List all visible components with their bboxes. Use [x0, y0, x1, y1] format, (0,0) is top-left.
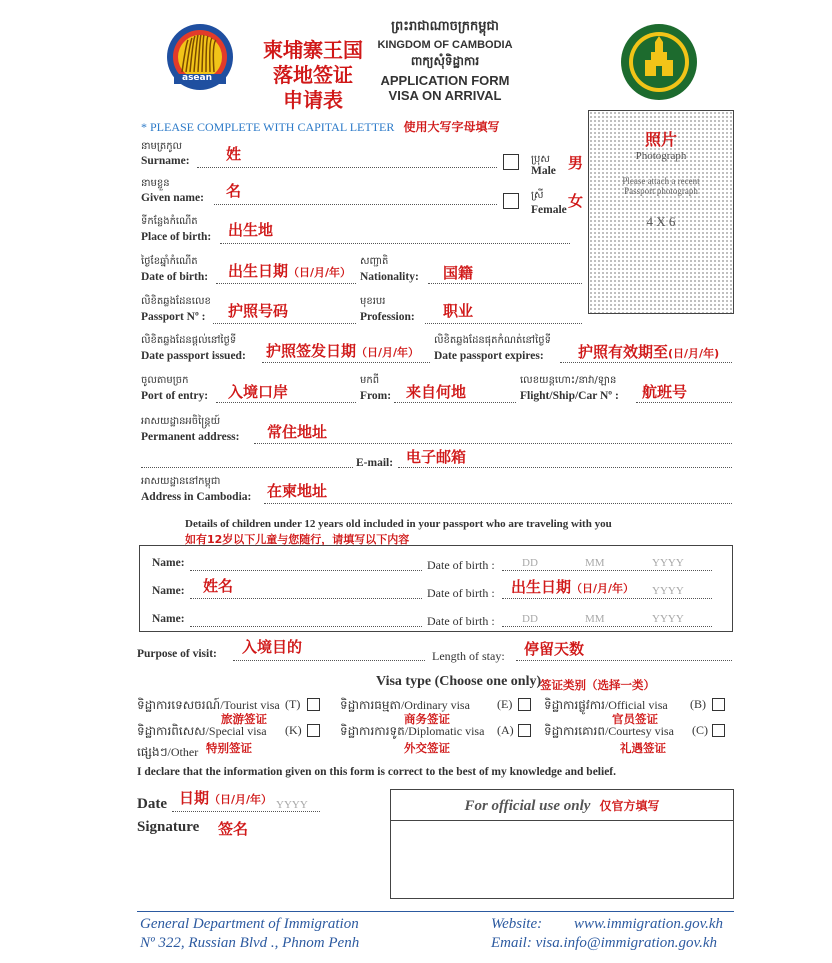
photo-box[interactable] — [588, 110, 734, 314]
child-1-dd: DD — [522, 557, 538, 569]
addr-kh: អាសយដ្ឋាននៅកម្ពុជា — [141, 476, 221, 487]
diplomatic-label: ទិដ្ឋាការការទូត/Diplomatic visa — [340, 724, 485, 738]
male-label: Male — [531, 165, 556, 177]
perm-cn: 常住地址 — [267, 423, 328, 441]
official-label: ទិដ្ឋាការផ្លូវការ/Official visa — [544, 698, 668, 712]
expires-cn — [578, 341, 719, 362]
immigration-seal — [619, 22, 699, 102]
flight-cn: 航班号 — [642, 383, 688, 401]
issued-label: Date passport issued: — [141, 350, 246, 362]
entry-label: Port of entry: — [141, 390, 209, 402]
visa-title: Visa type (Choose one only) — [376, 674, 542, 689]
child-1-name-input[interactable] — [190, 570, 422, 571]
date-yyyy: YYYY — [276, 799, 308, 811]
purpose-label: Purpose of visit: — [137, 648, 217, 660]
female-checkbox[interactable] — [503, 193, 519, 209]
issued-kh: លិខិតឆ្លងដែនផ្តល់នៅថ្ងៃទី — [141, 335, 237, 346]
male-kh: ប្រុស — [531, 154, 550, 165]
form-header — [370, 18, 520, 103]
stay-label: Length of stay: — [432, 649, 505, 663]
date-input[interactable] — [172, 811, 320, 812]
date-label: Date — [137, 796, 167, 812]
entry-input[interactable] — [216, 402, 356, 403]
child-2-name-label: Name: — [152, 585, 185, 597]
flight-input[interactable] — [636, 402, 732, 403]
official-use-header — [391, 790, 733, 821]
courtesy-checkbox[interactable] — [712, 724, 725, 737]
photo-cn: 照片 — [644, 130, 677, 149]
child-dob-cn-text: 出生日期 — [511, 578, 572, 596]
footer-email[interactable]: Email: visa.info@immigration.gov.kh — [491, 935, 717, 951]
official-checkbox[interactable] — [712, 698, 725, 711]
cn-title — [254, 38, 372, 113]
ordinary-cn: 商务签证 — [404, 712, 450, 726]
diplomatic-code: (A) — [497, 723, 514, 737]
given-kh: នាមខ្លួន — [141, 178, 170, 189]
pob-kh: ទីកន្លែងកំណើត — [141, 216, 198, 227]
addr-input[interactable] — [264, 503, 732, 504]
child-3-dd: DD — [522, 613, 538, 625]
dob-cn — [228, 260, 351, 281]
given-cn: 名 — [226, 182, 242, 200]
official-use-cn: 仅官方填写 — [599, 799, 660, 813]
child-3-mm: MM — [585, 613, 605, 625]
expires-input[interactable] — [560, 362, 732, 363]
stay-input[interactable] — [516, 660, 732, 661]
surname-label: Surname: — [141, 155, 190, 167]
signature-cn: 签名 — [218, 820, 249, 838]
courtesy-cn: 礼遇签证 — [620, 741, 666, 755]
nat-cn: 国籍 — [443, 264, 474, 282]
surname-kh: នាមត្រកូល — [141, 141, 183, 152]
issued-cn-text: 护照签发日期 — [266, 342, 357, 360]
children-title: Details of children under 12 years old included in your passport who are traveling with you — [185, 518, 612, 530]
child-2-dob-label: Date of birth : — [427, 586, 495, 600]
child-3-name-label: Name: — [152, 613, 185, 625]
capital-letter-instruction — [141, 116, 499, 135]
female-cn: 女 — [568, 192, 584, 210]
prof-label: Profession: — [360, 311, 415, 323]
given-input[interactable] — [214, 204, 497, 205]
courtesy-code: (C) — [692, 723, 708, 737]
tourist-checkbox[interactable] — [307, 698, 320, 711]
from-cn: 来自何地 — [406, 383, 467, 401]
flight-label: Flight/Ship/Car Nº : — [520, 390, 619, 402]
special-code: (K) — [285, 723, 302, 737]
child-3-yyyy: YYYY — [652, 613, 684, 625]
asean-logo — [160, 22, 240, 92]
child-1-yyyy: YYYY — [652, 557, 684, 569]
diplomatic-cn: 外交签证 — [404, 741, 450, 755]
footer-dept: General Department of Immigration — [140, 916, 359, 932]
other-label: ផ្សេងៗ/Other — [137, 745, 199, 759]
issued-cn — [266, 340, 419, 361]
kingdom-title: KINGDOM OF CAMBODIA — [377, 39, 513, 51]
other-cn: 特别签证 — [206, 741, 252, 755]
cn-title-line-3: 申请表 — [283, 88, 343, 112]
cn-title-line-1: 柬埔寨王国 — [263, 38, 363, 62]
dob-kh: ថ្ងៃខែឆ្នាំកំណើត — [141, 256, 198, 267]
perm-input-line-2[interactable] — [141, 467, 353, 468]
prof-cn: 职业 — [443, 302, 474, 320]
tourist-cn: 旅游签证 — [221, 712, 267, 726]
khmer-kingdom: ព្រះរាជាណាចក្រកម្ពុជា — [391, 19, 499, 34]
instruction-cn: 使用大写字母填写 — [403, 120, 500, 134]
perm-input[interactable] — [254, 443, 732, 444]
footer-address: Nº 322, Russian Blvd ., Phnom Penh — [140, 935, 360, 951]
photo-size: 4 X 6 — [646, 214, 676, 229]
asean-text: asean — [182, 73, 213, 83]
email-label: E-mail: — [356, 457, 394, 469]
issued-cn-fmt: （日/月/年） — [356, 346, 420, 359]
addr-cn: 在柬地址 — [267, 482, 328, 500]
surname-input[interactable] — [197, 167, 497, 168]
entry-cn: 入境口岸 — [228, 383, 289, 401]
child-dob-cn-fmt: （日/月/年） — [571, 582, 635, 595]
prof-input[interactable] — [425, 323, 582, 324]
perm-label: Permanent address: — [141, 431, 240, 443]
khmer-form: ពាក្យសុំទិដ្ឋាការ — [410, 54, 480, 68]
official-cn: 官员签证 — [612, 712, 658, 726]
pob-input[interactable] — [220, 243, 570, 244]
official-code: (B) — [690, 697, 706, 711]
special-label: ទិដ្ឋាការពិសេស/Special visa — [137, 724, 267, 738]
given-label: Given name: — [141, 192, 204, 204]
purpose-cn: 入境目的 — [242, 638, 303, 656]
child-3-dob-input[interactable] — [502, 626, 712, 627]
prof-kh: មុខរបរ — [360, 296, 386, 307]
passport-input[interactable] — [213, 323, 356, 324]
cn-title-line-2: 落地签证 — [273, 63, 353, 87]
email-cn: 电子邮箱 — [406, 448, 467, 466]
children-title-cn: 如有12岁以下儿童与您随行，请填写以下内容 — [185, 533, 410, 546]
purpose-input[interactable] — [233, 660, 425, 661]
tourist-code: (T) — [285, 697, 301, 711]
child-1-mm: MM — [585, 557, 605, 569]
child-2-yyyy: YYYY — [652, 585, 684, 597]
visa-title-cn: 签证类别（选择一类） — [540, 678, 655, 692]
nat-kh: សញ្ជាតិ — [360, 256, 389, 267]
instruction-text: * PLEASE COMPLETE WITH CAPITAL LETTER — [141, 120, 395, 134]
from-input[interactable] — [394, 402, 516, 403]
child-3-dob-label: Date of birth : — [427, 614, 495, 628]
female-label: Female — [531, 204, 567, 216]
expires-cn-text: 护照有效期至 — [578, 343, 669, 361]
expires-cn-fmt: (日/月/年) — [668, 347, 720, 360]
nat-input[interactable] — [428, 283, 582, 284]
passport-kh: លិខិតឆ្លងដែនលេខ — [141, 296, 211, 307]
dob-cn-fmt: （日/月/年） — [288, 266, 352, 279]
pob-label: Place of birth: — [141, 231, 212, 243]
ordinary-code: (E) — [497, 697, 513, 711]
child-dob-cn — [511, 576, 634, 597]
date-cn — [179, 787, 272, 808]
expires-kh: លិខិតឆ្លងដែនផុតកំណត់នៅថ្ងៃទី — [434, 335, 551, 346]
photo-label: Photograph — [635, 150, 687, 162]
form-subtitle: VISA ON ARRIVAL — [388, 88, 502, 103]
child-3-name-input[interactable] — [190, 626, 422, 627]
photo-note-2: Passport photograph — [624, 186, 698, 196]
passport-cn: 护照号码 — [228, 302, 289, 320]
addr-label: Address in Cambodia: — [141, 491, 252, 503]
tourist-label: ទិដ្ឋាការទេសចរណ៍/Tourist visa — [137, 698, 280, 712]
child-1-dob-label: Date of birth : — [427, 558, 495, 572]
dob-input[interactable] — [216, 283, 356, 284]
date-cn-text: 日期 — [179, 789, 210, 807]
entry-kh: ចូលតាមច្រក — [141, 375, 189, 386]
date-cn-fmt: （日/月/年） — [209, 793, 273, 806]
expires-label: Date passport expires: — [434, 350, 544, 362]
child-2-dob-input[interactable] — [502, 598, 712, 599]
pob-cn: 出生地 — [228, 221, 274, 239]
form-title: APPLICATION FORM — [380, 73, 510, 88]
male-checkbox[interactable] — [503, 154, 519, 170]
ordinary-label: ទិដ្ឋាការធម្មតា/Ordinary visa — [340, 698, 470, 712]
perm-kh: អាសយដ្ឋានអចិន្ត្រៃយ៍ — [141, 416, 221, 427]
from-kh: មកពី — [360, 375, 380, 386]
from-label: From: — [360, 390, 392, 402]
declaration: I declare that the information given on this form is correct to the best of my knowledge and belief. — [137, 766, 617, 778]
issued-input[interactable] — [262, 362, 430, 363]
female-kh: ស្រី — [531, 190, 544, 201]
signature-label: Signature — [137, 819, 200, 835]
official-use-box — [390, 789, 734, 899]
diplomatic-checkbox[interactable] — [518, 724, 531, 737]
footer-rule — [137, 911, 734, 912]
flight-kh: លេខយន្តហោះ/នាវា/ឡាន — [520, 375, 617, 386]
dob-label: Date of birth: — [141, 271, 209, 283]
footer-website[interactable]: www.immigration.gov.kh — [574, 916, 724, 932]
nat-label: Nationality: — [360, 271, 419, 283]
passport-label: Passport Nº : — [141, 311, 206, 323]
child-1-name-label: Name: — [152, 557, 185, 569]
footer-website-label: Website: — [491, 916, 543, 932]
courtesy-label: ទិដ្ឋាការគោរព/Courtesy visa — [544, 724, 674, 738]
official-use-label: For official use only — [464, 798, 591, 814]
child-2-name-input[interactable] — [190, 598, 422, 599]
male-cn: 男 — [568, 154, 584, 172]
dob-cn-text: 出生日期 — [228, 262, 289, 280]
child-name-cn: 姓名 — [203, 577, 234, 595]
special-checkbox[interactable] — [307, 724, 320, 737]
ordinary-checkbox[interactable] — [518, 698, 531, 711]
photo-note-1: Please attach a recent — [622, 176, 700, 186]
email-input[interactable] — [398, 467, 732, 468]
stay-cn: 停留天数 — [524, 640, 585, 658]
surname-cn: 姓 — [226, 145, 242, 163]
child-1-dob-input[interactable] — [502, 570, 712, 571]
